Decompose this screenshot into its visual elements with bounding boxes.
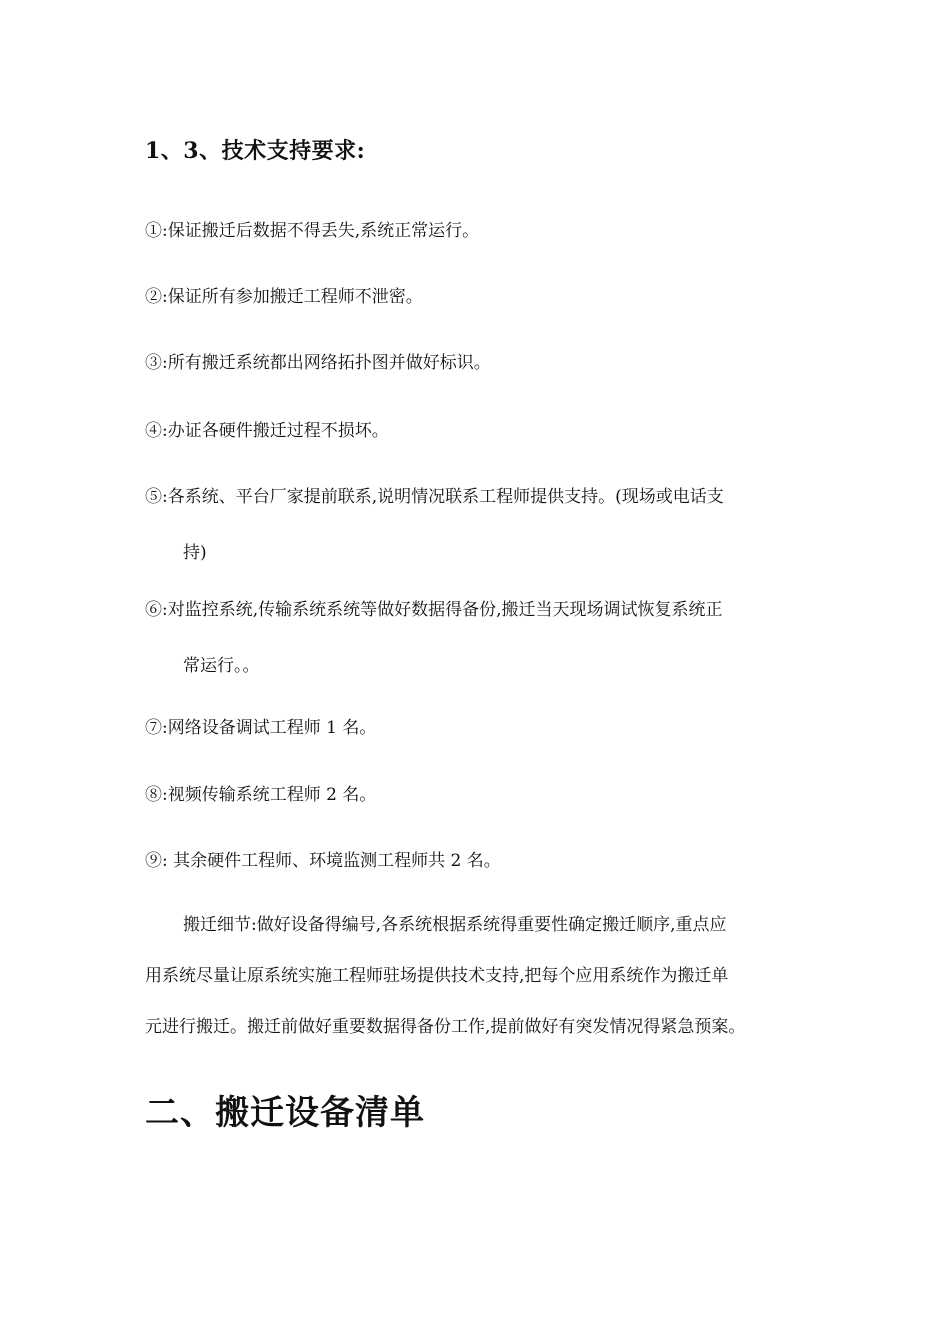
chapter-heading: 二、搬迁设备清单 xyxy=(145,1093,425,1133)
requirement-item-3 xyxy=(145,335,810,391)
requirement-text: ②:保证所有参加搬迁工程师不泄密。 xyxy=(145,287,423,307)
requirement-text: ⑥:对监控系统,传输系统系统等做好数据得备份,搬迁当天现场调试恢复系统正 xyxy=(145,600,723,620)
requirement-continuation: 持) xyxy=(183,543,207,563)
requirement-item-9 xyxy=(145,833,810,889)
paragraph-line-1: 搬迁细节:做好设备得编号,各系统根据系统得重要性确定搬迁顺序,重点应 xyxy=(183,915,727,935)
requirement-text: ③:所有搬迁系统都出网络拓扑图并做好标识。 xyxy=(145,353,491,373)
requirement-item-7 xyxy=(145,700,810,756)
section-heading: 1、3、技术支持要求: xyxy=(145,138,366,164)
requirement-text: ①:保证搬迁后数据不得丢失,系统正常运行。 xyxy=(145,221,480,241)
requirement-item-1 xyxy=(145,203,810,259)
paragraph-line-3: 元进行搬迁。搬迁前做好重要数据得备份工作,提前做好有突发情况得紧急预案。 xyxy=(145,1017,746,1037)
requirement-item-4 xyxy=(145,403,810,459)
requirement-item-8 xyxy=(145,767,810,823)
paragraph-line-2: 用系统尽量让原系统实施工程师驻场提供技术支持,把每个应用系统作为搬迁单 xyxy=(145,966,729,986)
requirement-item-2 xyxy=(145,269,810,325)
details-paragraph xyxy=(145,900,810,1053)
requirement-text: ⑤:各系统、平台厂家提前联系,说明情况联系工程师提供支持。(现场或电话支 xyxy=(145,487,724,507)
requirement-continuation: 常运行。。 xyxy=(183,656,260,676)
requirement-text: ④:办证各硬件搬迁过程不损坏。 xyxy=(145,421,389,441)
requirement-text: ⑧:视频传输系统工程师 2 名。 xyxy=(145,785,377,805)
requirement-text: ⑨: 其余硬件工程师、环境监测工程师共 2 名。 xyxy=(145,851,501,871)
requirement-item-5 xyxy=(145,469,810,581)
requirement-text: ⑦:网络设备调试工程师 1 名。 xyxy=(145,718,377,738)
requirement-item-6 xyxy=(145,582,810,694)
